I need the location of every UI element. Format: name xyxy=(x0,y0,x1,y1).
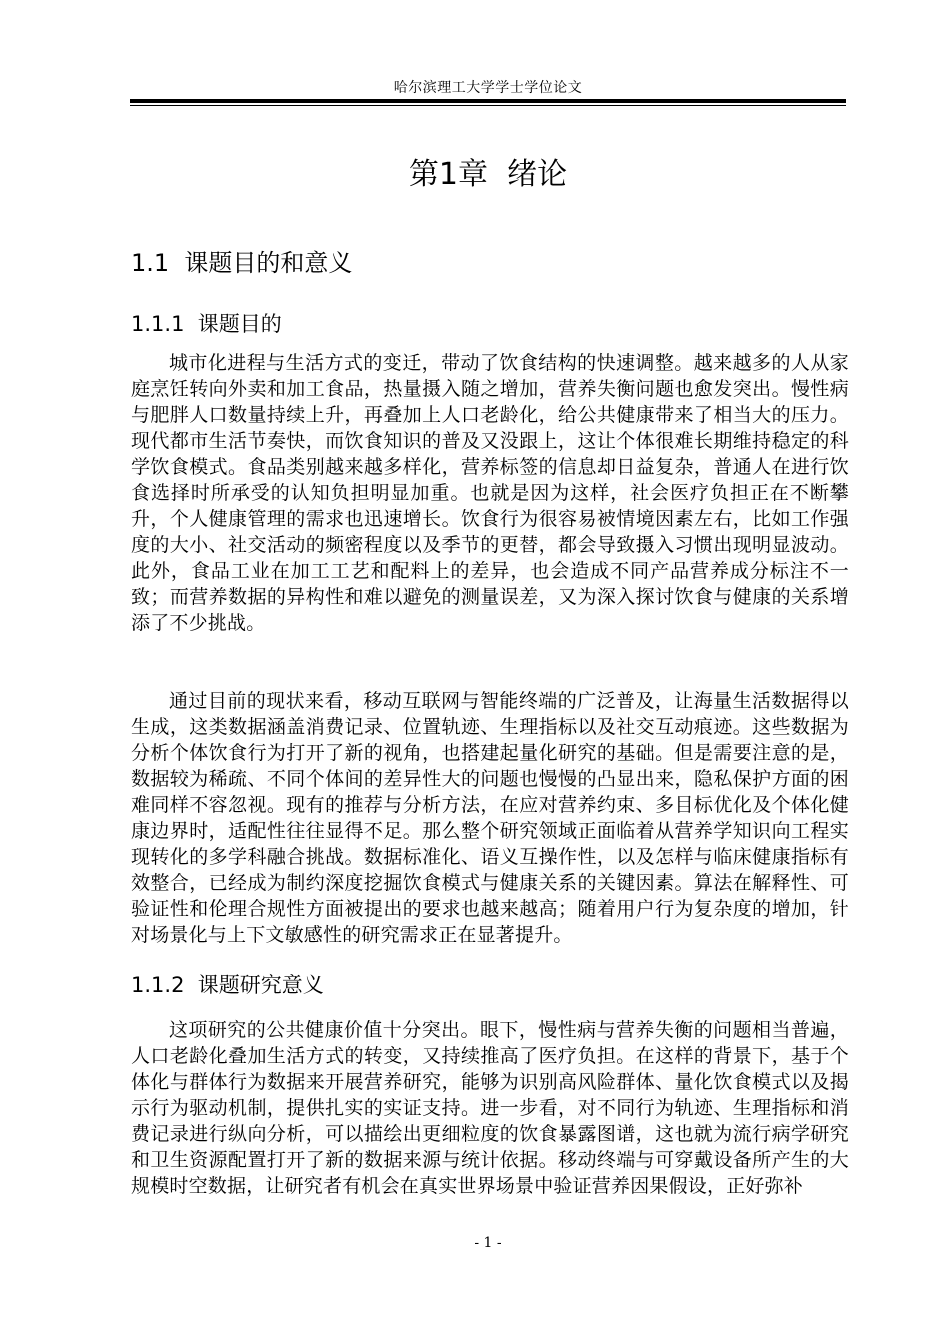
header-rule-thick xyxy=(130,99,846,103)
body-paragraph: 城市化进程与生活方式的变迁，带动了饮食结构的快速调整。越来越多的人从家庭烹饪转向外卖和加工食品，热量摄入随之增加，营养失衡问题也愈发突出。慢性病与肥胖人口数量持续上升，再叠加上人口老龄化，给公共健康带来了相当大的压力。现代都市生活节奏快，而饮食知识的普及又没跟上，这让个体很难长期维持稳定的科学饮食模式。食品类别越来越多样化，营养标签的信息却日益复杂，普通人在进行饮食选择时所承受的认知负担明显加重。也就是因为这样，社会医疗负担正在不断攀升，个人健康管理的需求也迅速增长。饮食行为很容易被情境因素左右，比如工作强度的大小、社交活动的频密程度以及季节的更替，都会导致摄入习惯出现明显波动。此外，食品工业在加工工艺和配料上的差异，也会造成不同产品营养成分标注不一致；而营养数据的异构性和难以避免的测量误差，又为深入探讨饮食与健康的关系增添了不少挑战。 xyxy=(131,352,849,634)
section-heading-1-1-2: 1.1.2 课题研究意义 xyxy=(131,973,324,997)
section-heading-1-1-1: 1.1.1 课题目的 xyxy=(131,312,282,336)
chapter-title: 第1章 绪论 xyxy=(408,157,568,192)
body-paragraph: 通过目前的现状来看，移动互联网与智能终端的广泛普及，让海量生活数据得以生成，这类数据涵盖消费记录、位置轨迹、生理指标以及社交互动痕迹。这些数据为分析个体饮食行为打开了新的视角，也搭建起量化研究的基础。但是需要注意的是，数据较为稀疏、不同个体间的差异性大的问题也慢慢的凸显出来，隐私保护方面的困难同样不容忽视。现有的推荐与分析方法，在应对营养约束、多目标优化及个体化健康边界时，适配性往往显得不足。那么整个研究领域正面临着从营养学知识向工程实现转化的多学科融合挑战。数据标准化、语义互操作性，以及怎样与临床健康指标有效整合，已经成为制约深度挖掘饮食模式与健康关系的关键因素。算法在解释性、可验证性和伦理合规性方面被提出的要求也越来越高；随着用户行为复杂度的增加，针对场景化与上下文敏感性的研究需求正在显著提升。 xyxy=(131,690,849,946)
page-number: - 1 - xyxy=(474,1235,502,1251)
section-heading-1-1: 1.1 课题目的和意义 xyxy=(131,249,353,277)
running-header: 哈尔滨理工大学学士学位论文 xyxy=(393,80,583,96)
header-rule-thin xyxy=(130,105,846,106)
body-paragraph: 这项研究的公共健康价值十分突出。眼下，慢性病与营养失衡的问题相当普遍，人口老龄化叠加生活方式的转变，又持续推高了医疗负担。在这样的背景下，基于个体化与群体行为数据来开展营养研究，能够为识别高风险群体、量化饮食模式以及揭示行为驱动机制，提供扎实的实证支持。进一步看，对不同行为轨迹、生理指标和消费记录进行纵向分析，可以描绘出更细粒度的饮食暴露图谱，这也就为流行病学研究和卫生资源配置打开了新的数据来源与统计依据。移动终端与可穿戴设备所产生的大规模时空数据，让研究者有机会在真实世界场景中验证营养因果假设，正好弥补 xyxy=(131,1019,849,1197)
